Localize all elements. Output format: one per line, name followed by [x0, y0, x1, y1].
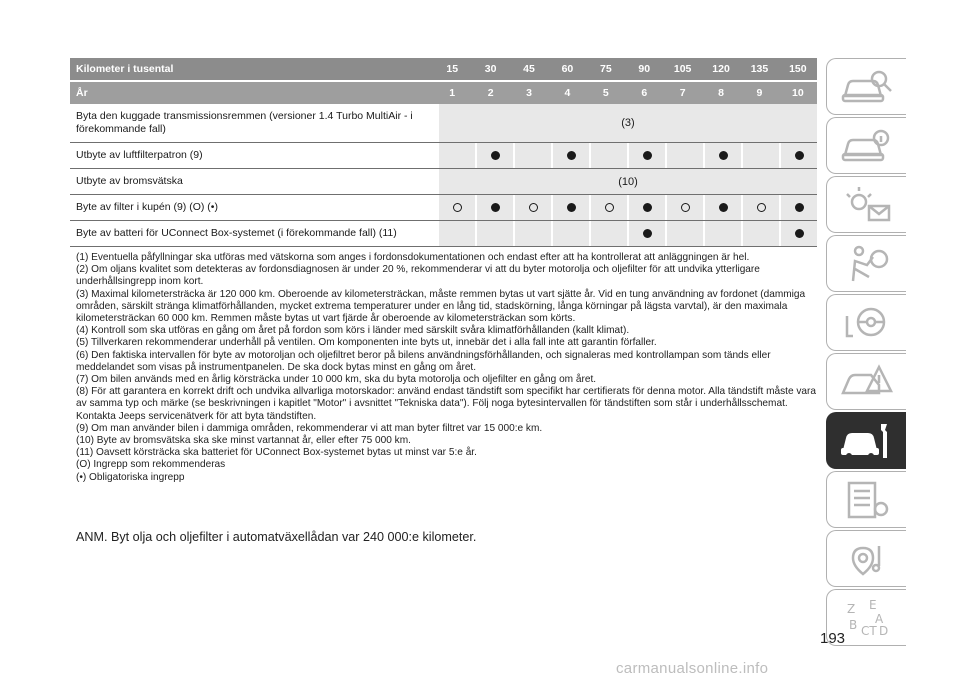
schedule-cell [591, 143, 627, 168]
tab-airbag-safety[interactable] [826, 235, 906, 292]
multimedia-icon [839, 538, 895, 580]
svg-text:B: B [848, 617, 857, 632]
footnote: (7) Om bilen används med en årlig körsträcka under 10 000 km, ska du byta motorolja och oljefilter en gång om året. [76, 374, 597, 386]
recommended-mark [453, 203, 462, 212]
schedule-cell [743, 195, 779, 220]
mandatory-mark [643, 151, 652, 160]
header-km-cell: 150 [789, 63, 807, 75]
footnote: (10) Byte av bromsvätska ska ske minst vartannat år, eller efter 75 000 km. [76, 435, 411, 447]
row-label: Byta den kuggade transmissionsremmen (versioner 1.4 Turbo MultiAir - i förekommande fall) [70, 104, 433, 142]
steering-key-icon [839, 302, 895, 344]
schedule-cell [629, 195, 665, 220]
header-km-cell: 135 [750, 63, 769, 75]
schedule-cell [629, 221, 665, 246]
header-year-cell: 7 [679, 87, 686, 99]
footnote: (8) För att garantera en korrekt drift och undvika allvarliga motorskador: använd endast tändstift som specifikt har certifierats för denna motor. Alla tändstift måste vara av samma typ och märke (se beskrivningen i kapitlet "Motor" i avsnittet "Tekniska data"). Följ noga bytesintervallen för tändstiften som står i underhållsschemat. Kontakta Jeeps servicenätverk för att byta tändstiften. [76, 386, 816, 422]
footnote: (9) Om man använder bilen i dammiga områden, rekommenderar vi att man byter filtret var 15 000:e km. [76, 422, 543, 434]
schedule-cell [781, 195, 817, 220]
recommended-mark [757, 203, 766, 212]
row-label: Byte av batteri för UConnect Box-systemet (i förekommande fall) (11) [70, 221, 433, 246]
schedule-cell [705, 143, 741, 168]
svg-text:D: D [878, 623, 888, 638]
header-km-cell: 90 [638, 63, 651, 75]
schedule-cell [477, 221, 513, 246]
row-label: Utbyte av luftfilterpatron (9) [70, 143, 433, 168]
schedule-cell [553, 195, 589, 220]
footnote: (6) Den faktiska intervallen för byte av motoroljan och oljefiltret beror på bilens användningsförhållanden, och signaleras med kontrollampan som tänds eller meddelandet som visas på instrumentpanelen. De ska dock bytas minst en gång om året. [76, 349, 771, 373]
recommended-mark [681, 203, 690, 212]
mandatory-mark [491, 151, 500, 160]
schedule-cell [515, 195, 551, 220]
row-span-cell: (3) [439, 104, 817, 142]
tab-technical-data[interactable] [826, 471, 906, 528]
header-km-cell: 60 [561, 63, 574, 75]
header-km-cell: 45 [523, 63, 535, 75]
table-row-cabin-filter [70, 195, 817, 221]
table-header-years [70, 82, 817, 104]
tab-car-info[interactable] [826, 117, 906, 174]
schedule-cell [781, 143, 817, 168]
table-row-brake-fluid [70, 169, 817, 195]
alphabetical-index-icon [839, 597, 895, 639]
footnote: (2) Om oljans kvalitet som detekteras av fordonsdiagnosen är under 20 %, rekommenderar vi att du byter motorolja och oljefilter för att undvika ytterligare underhållsingrepp inom kort. [76, 264, 760, 288]
car-wrench-icon [839, 420, 895, 462]
tab-multimedia[interactable] [826, 530, 906, 587]
emergency-triangle-icon [839, 361, 895, 403]
mandatory-mark [491, 203, 500, 212]
header-km-cell: 105 [673, 63, 692, 75]
schedule-cell [477, 143, 513, 168]
mandatory-mark [795, 229, 804, 238]
footnote: (1) Eventuella påfyllningar ska utföras med vätskorna som anges i fordonsdokumentationen och endast efter att ha kontrollerat att anläggningen är hel. [76, 252, 750, 263]
technical-data-icon [839, 479, 895, 521]
tab-steering-key[interactable] [826, 294, 906, 351]
maintenance-schedule-table [70, 58, 817, 247]
schedule-cell [781, 221, 817, 246]
header-km-cell: 75 [599, 63, 612, 75]
table-row-air-filter [70, 143, 817, 169]
header-km-cell: 30 [484, 63, 497, 75]
svg-text:Z: Z [846, 601, 855, 616]
tab-car-search[interactable] [826, 58, 906, 115]
schedule-cell [667, 143, 703, 168]
schedule-cell [743, 221, 779, 246]
schedule-cell [439, 221, 475, 246]
airbag-safety-icon [839, 243, 895, 285]
header-year-cell: 8 [718, 87, 724, 99]
schedule-cell [629, 143, 665, 168]
footnote: (4) Kontroll som ska utföras en gång om året på fordon som körs i länder med särskilt svåra klimatförhållanden (kallt klimat). [76, 325, 630, 337]
schedule-cell [705, 195, 741, 220]
schedule-cell [667, 221, 703, 246]
schedule-cell [553, 143, 589, 168]
svg-text:CT: CT [860, 623, 877, 638]
schedule-cell [477, 195, 513, 220]
footnote: (5) Tillverkaren rekommenderar underhåll på ventilen. Om komponenten inte byts ut, innebär det i alla fall inte att garantin förfaller. [76, 337, 657, 349]
mandatory-mark [643, 229, 652, 238]
anm-note: ANM. Byt olja och oljefilter i automatväxellådan var 240 000:e kilometer. [76, 530, 477, 544]
car-info-icon [839, 125, 895, 167]
row-cells [433, 221, 817, 246]
schedule-cell [553, 221, 589, 246]
warning-lights-message-icon [839, 184, 895, 226]
table-row-timing-belt [70, 104, 817, 143]
schedule-cell [515, 221, 551, 246]
header-label-km: Kilometer i tusental [76, 63, 174, 75]
mandatory-mark [567, 203, 576, 212]
car-search-icon [839, 66, 895, 108]
tab-warning-lights[interactable] [826, 176, 906, 233]
header-year-cell: 1 [449, 87, 456, 99]
mandatory-mark [795, 203, 804, 212]
header-km-cell: 15 [446, 63, 459, 75]
row-label: Utbyte av bromsvätska [70, 169, 433, 194]
row-span-cell: (10) [439, 169, 817, 194]
row-cells [433, 143, 817, 168]
header-year-cell: 9 [756, 87, 763, 99]
row-cells [433, 195, 817, 220]
header-year-cell: 4 [564, 87, 571, 99]
mandatory-mark [795, 151, 804, 160]
schedule-cell [591, 221, 627, 246]
footnote: (11) Oavsett körsträcka ska batteriet för UConnect Box-systemet bytas ut minst var 5:e år. [76, 447, 477, 459]
svg-text:E: E [868, 597, 877, 612]
header-year-cell: 10 [792, 87, 804, 99]
tab-emergency[interactable] [826, 353, 906, 410]
footnote: (O) Ingrepp som rekommenderas [76, 459, 226, 471]
tab-service-maintenance[interactable] [826, 412, 906, 469]
header-year-cell: 6 [641, 87, 648, 99]
svg-text:A: A [874, 611, 883, 626]
mandatory-mark [719, 151, 728, 160]
mandatory-mark [643, 203, 652, 212]
mandatory-mark [567, 151, 576, 160]
header-label-year: År [76, 87, 88, 99]
schedule-cell [743, 143, 779, 168]
mandatory-mark [719, 203, 728, 212]
recommended-mark [605, 203, 614, 212]
page-number: 193 [820, 630, 846, 647]
schedule-cell [515, 143, 551, 168]
footnote: (•) Obligatoriska ingrepp [76, 471, 185, 483]
footnote: (3) Maximal kilometersträcka är 120 000 km. Oberoende av kilometersträckan, måste remmen bytas ut vart sjätte år. Vid en tung användning av fordonet (dammiga områden, särskilt stränga klimatförhållanden, mycket extrema temperaturer under en lång tid, stadskörning, långa körningar på lägsta varvtal), är den maximala kilometersträckan 60 000 km. Remmen måste bytas ut vart fjärde år oberoende av kilometersträckan som körts. [76, 288, 806, 325]
header-year-cell: 2 [487, 87, 494, 99]
footnotes [76, 252, 820, 484]
recommended-mark [529, 203, 538, 212]
row-label: Byte av filter i kupén (9) (O) (•) [70, 195, 433, 220]
table-row-uconnect-battery [70, 221, 817, 247]
watermark: carmanualsonline.info [616, 660, 769, 677]
schedule-cell [667, 195, 703, 220]
schedule-cell [591, 195, 627, 220]
header-km-cell: 120 [712, 63, 730, 75]
schedule-cell [439, 143, 475, 168]
table-header-km [70, 58, 817, 80]
header-year-cell: 5 [602, 87, 609, 99]
schedule-cell [439, 195, 475, 220]
header-year-cell: 3 [526, 87, 532, 99]
schedule-cell [705, 221, 741, 246]
